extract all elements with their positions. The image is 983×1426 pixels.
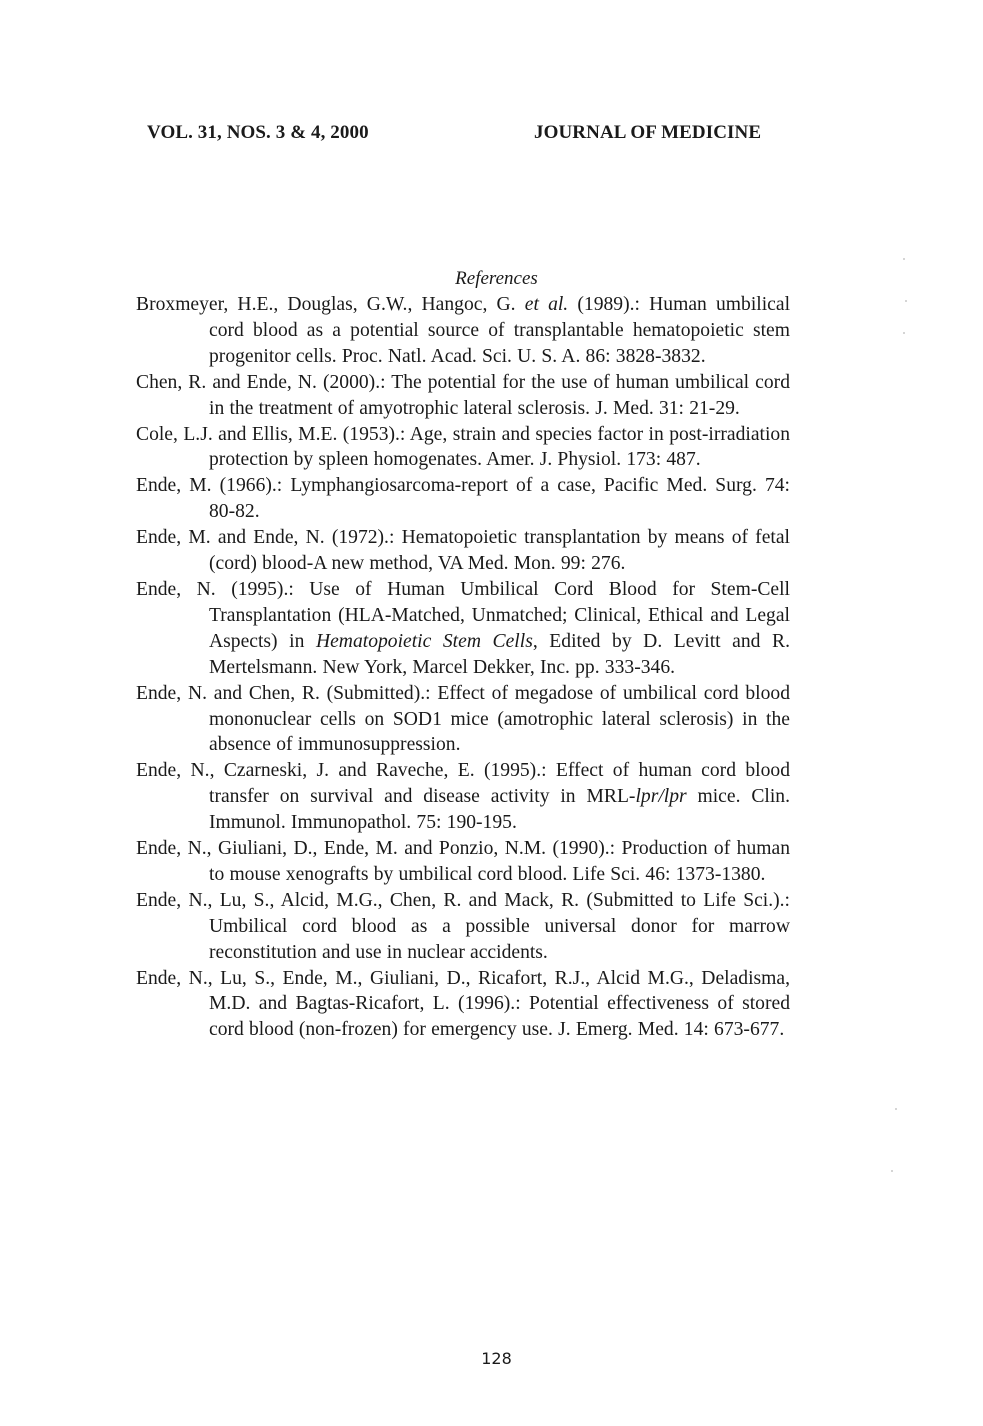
scan-speck <box>903 258 905 260</box>
reference-text: Ende, M. and Ende, N. (1972).: Hematopoietic transplantation by means of fetal (cord) blood-A new method, VA Med. Mon. 99: 276. <box>136 527 790 575</box>
reference-item <box>136 525 790 577</box>
reference-text: Cole, L.J. and Ellis, M.E. (1953).: Age, strain and species factor in post-irradiation protection by spleen homogenates. Amer. J. Physiol. 173: 487. <box>136 423 790 471</box>
reference-text: Ende, M. (1966).: Lymphangiosarcoma-report of a case, Pacific Med. Surg. 74: 80-82. <box>136 475 790 523</box>
reference-item <box>136 577 790 681</box>
reference-item <box>136 370 790 422</box>
scan-speck <box>905 300 907 302</box>
page-number: 128 <box>481 1349 512 1368</box>
reference-item <box>136 758 790 836</box>
reference-item <box>136 473 790 525</box>
reference-text: Ende, N., Czarneski, J. and Raveche, E. (1995).: Effect of human cord blood transfer on survival and disease activity in MRL- <box>136 760 790 808</box>
reference-item <box>136 292 790 370</box>
reference-item <box>136 966 790 1044</box>
reference-text: Ende, N., Lu, S., Alcid, M.G., Chen, R. and Mack, R. (Submitted to Life Sci.).: Umbilical cord blood as a possible universal donor for marrow reconstitution and use in nuclear accidents. <box>136 889 790 963</box>
running-header <box>147 122 797 150</box>
reference-tail: mice. Clin. Immunol. Immunopathol. 75: 190-195. <box>209 786 790 834</box>
reference-tail: , Edited by D. Levitt and R. Mertelsmann. New York, Marcel Dekker, Inc. pp. 333-346. <box>209 630 790 678</box>
reference-text: Broxmeyer, H.E., Douglas, G.W., Hangoc, G. <box>136 294 525 315</box>
reference-item <box>136 888 790 966</box>
reference-tail: (1989).: Human umbilical cord blood as a potential source of transplantable hematopoietic stem progenitor cells. Proc. Natl. Acad. Sci. U. S. A. 86: 3828-3832. <box>209 294 791 367</box>
journal-title: JOURNAL OF MEDICINE <box>534 122 762 143</box>
reference-text: Chen, R. and Ende, N. (2000).: The potential for the use of human umbilical cord in the treatment of amyotrophic lateral sclerosis. J. Med. 31: 21-29. <box>136 371 790 419</box>
reference-text: Ende, N., Lu, S., Ende, M., Giuliani, D., Ricafort, R.J., Alcid M.G., Deladisma, M.D. and Bagtas-Ricafort, L. (1996).: Potential effectiveness of stored cord blood (non-frozen) for emergency use. J. Emerg. Med. 14: 673-677. <box>136 967 790 1041</box>
reference-italic: lpr/lpr <box>635 786 687 808</box>
reference-text: Ende, N. and Chen, R. (Submitted).: Effect of megadose of umbilical cord blood mononuclear cells on SOD1 mice (amotrophic lateral sclerosis) in the absence of immunosuppression. <box>136 682 790 756</box>
reference-item <box>136 681 790 759</box>
reference-list <box>136 292 790 1043</box>
reference-item <box>136 836 790 888</box>
references-heading: References <box>455 268 538 289</box>
reference-item <box>136 422 790 474</box>
reference-text: Ende, N., Giuliani, D., Ende, M. and Ponzio, N.M. (1990).: Production of human to mouse xenografts by umbilical cord blood. Life Sci. 46: 1373-1380. <box>136 838 790 885</box>
reference-italic: et al. <box>524 294 569 315</box>
reference-text: Ende, N. (1995).: Use of Human Umbilical Cord Blood for Stem-Cell Transplantation (HLA-Matched, Unmatched; Clinical, Ethical and Legal Aspects) in <box>136 578 790 652</box>
journal-volume-issue: VOL. 31, NOS. 3 & 4, 2000 <box>147 122 369 143</box>
scan-speck <box>903 332 905 334</box>
scan-speck <box>895 1108 897 1110</box>
scan-speck <box>891 1170 893 1172</box>
reference-italic: Hematopoietic Stem Cells <box>315 630 533 652</box>
